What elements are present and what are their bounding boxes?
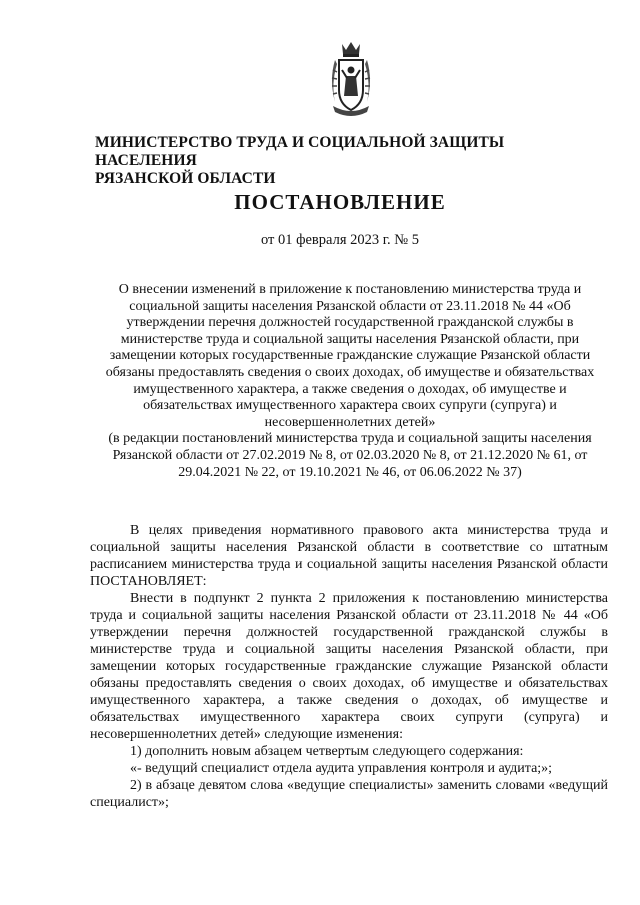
document-type-title: ПОСТАНОВЛЕНИЕ xyxy=(234,190,446,214)
document-subject xyxy=(90,282,610,481)
coat-of-arms-icon xyxy=(325,40,377,116)
preamble-paragraph: В целях приведения нормативного правового акта министерства труда и социальной защиты населения Рязанской области в соответствие со штатным расписанием министерства труда и социальной защиты населения Рязанской области ПОСТАНОВЛЯЕТ: xyxy=(90,523,608,589)
change-item-2: 2) в абзаце девятом слова «ведущие специалисты» заменить словами «ведущий специалист»; xyxy=(90,778,608,810)
subject-title: О внесении изменений в приложение к постановлению министерства труда и социальной защиты населения Рязанской области от 23.11.2018 № 44 «Об утверждении перечня должностей государственной гражданской службы в министерстве труда и социальной защиты населения Рязанской области, при замещении которых государственные гражданские служащие Рязанской области обязаны предоставлять сведения о своих доходах, об имуществе и обязательствах имущественного характера, а также сведения о доходах, об имуществе и обязательствах имущественного характера своих супруги (супруга) и несовершеннолетних детей» xyxy=(105,282,595,430)
document-body xyxy=(90,522,608,811)
ministry-name xyxy=(95,134,605,188)
ministry-name-line1: МИНИСТЕРСТВО ТРУДА И СОЦИАЛЬНОЙ ЗАЩИТЫ НАСЕЛЕНИЯ xyxy=(95,134,505,169)
document-date-number: от 01 февраля 2023 г. № 5 xyxy=(260,232,420,248)
change-item-1: 1) дополнить новым абзацем четвертым следующего содержания: xyxy=(130,744,524,759)
ministry-name-line2: РЯЗАНСКОЙ ОБЛАСТИ xyxy=(95,170,276,187)
subject-revisions: (в редакции постановлений министерства труда и социальной защиты населения Рязанской области от 27.02.2019 № 8, от 02.03.2020 № 8, от 21.12.2020 № 61, от 29.04.2021 № 22, от 19.10.2021 № 46, от 06.06.2022 № 37) xyxy=(108,431,592,480)
change-item-1-quote: «- ведущий специалист отдела аудита управления контроля и аудита;»; xyxy=(130,761,553,776)
clause-paragraph: Внести в подпункт 2 пункта 2 приложения к постановлению министерства труда и социальной защиты населения Рязанской области от 23.11.2018 № 44 «Об утверждении перечня должностей государственной гражданской службы в министерстве труда и социальной защиты населения Рязанской области, при замещении которых государственные гражданские служащие Рязанской области обязаны предоставлять сведения о своих доходах, об имуществе и обязательствах имущественного характера, а также сведения о доходах, об имуществе и обязательствах имущественного характера своих супруги (супруга) и несовершеннолетних детей» следующие изменения: xyxy=(90,591,608,742)
